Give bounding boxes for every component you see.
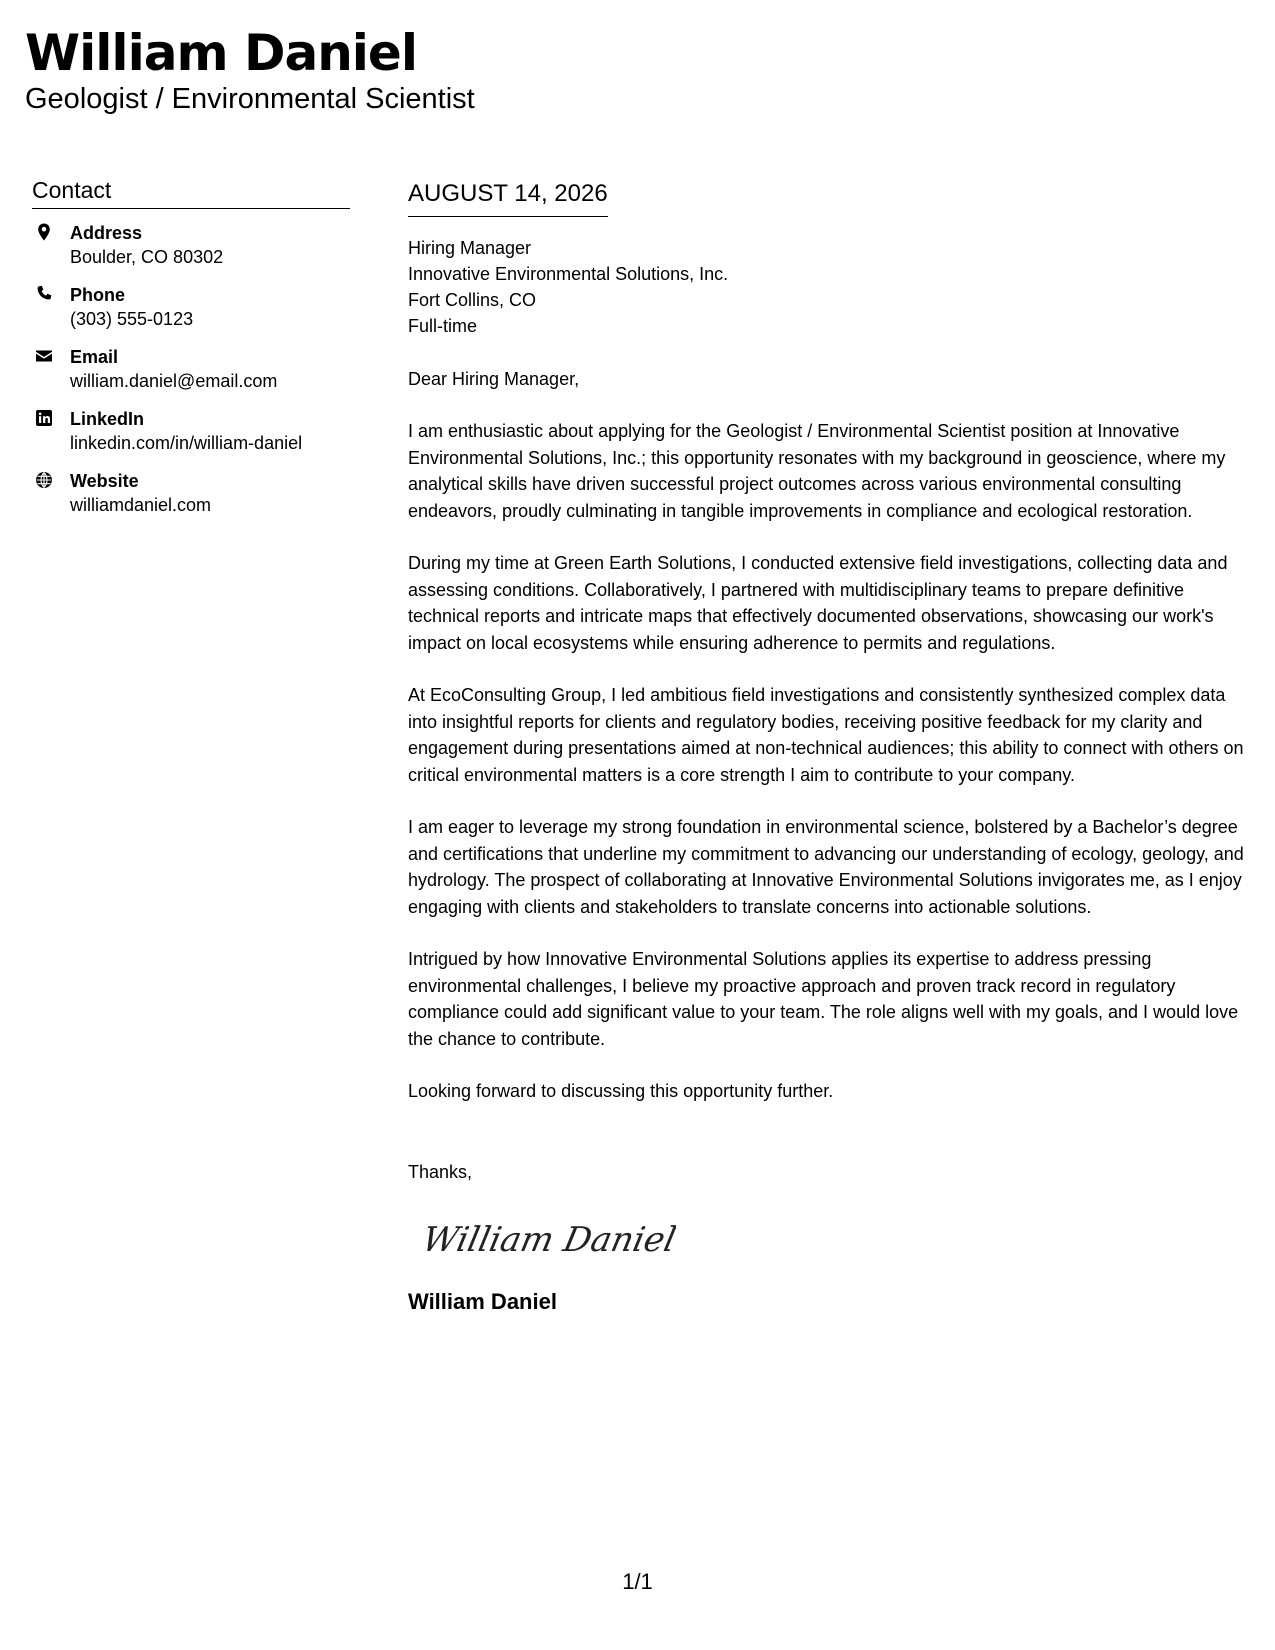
location-pin-icon bbox=[34, 222, 54, 242]
contact-email bbox=[32, 345, 350, 394]
letter-paragraph: I am eager to leverage my strong foundation in environmental science, bolstered by a Bachelor’s degree and certifications that underline my commitment to advancing our understanding of ecology, geology, and hydrology. The prospect of collaborating at Innovative Environmental Solutions invigorates me, as I enjoy engaging with clients and stakeholders to translate concerns into actionable solutions. bbox=[408, 817, 1244, 917]
recipient-line: Full-time bbox=[408, 316, 478, 336]
handwritten-signature bbox=[416, 1207, 676, 1267]
globe-icon bbox=[34, 470, 54, 490]
page-number: 1/1 bbox=[622, 1569, 653, 1594]
salutation: Dear Hiring Manager, bbox=[408, 369, 580, 389]
letter-paragraph: At EcoConsulting Group, I led ambitious field investigations and consistently synthesized complex data into insightful reports for clients and regulatory bodies, receiving positive feedback for my clarity and engagement during presentations aimed at non-technical audiences; this ability to connect with others on critical environmental matters is a core strength I aim to contribute to your company. bbox=[408, 685, 1244, 785]
letter-paragraph: Intrigued by how Innovative Environmental Solutions applies its expertise to address pressing environmental challenges, I believe my proactive approach and proven track record in regulatory compliance could add significant value to your team. The role aligns well with my goals, and I would love the chance to contribute. bbox=[408, 949, 1239, 1049]
contact-email-label: Email bbox=[70, 347, 119, 367]
contact-phone bbox=[32, 283, 350, 332]
applicant-role: Geologist / Environmental Scientist bbox=[25, 83, 475, 115]
closing: Thanks, bbox=[408, 1161, 473, 1182]
applicant-name: William Daniel bbox=[25, 24, 417, 82]
recipient-line: Hiring Manager bbox=[408, 238, 532, 258]
svg-text:William Daniel: William Daniel bbox=[418, 1219, 676, 1260]
contact-sidebar bbox=[32, 175, 350, 531]
contact-linkedin bbox=[32, 407, 350, 456]
recipient-line: Fort Collins, CO bbox=[408, 290, 537, 310]
contact-linkedin-value[interactable]: linkedin.com/in/william-daniel bbox=[70, 433, 303, 453]
letter-paragraph: Looking forward to discussing this opportunity further. bbox=[408, 1081, 834, 1101]
contact-website bbox=[32, 469, 350, 518]
contact-address-value: Boulder, CO 80302 bbox=[70, 247, 224, 267]
letter-date: AUGUST 14, 2026 bbox=[408, 178, 608, 217]
letter-paragraph: During my time at Green Earth Solutions, I conducted extensive field investigations, collecting data and assessing conditions. Collaboratively, I partnered with multidisciplinary teams to prepare definitive technical reports and intricate maps that effectively documented observations, showcasing our work's impact on local ecosystems while ensuring adherence to permits and regulations. bbox=[408, 553, 1228, 653]
linkedin-icon bbox=[34, 408, 54, 428]
contact-address-label: Address bbox=[70, 223, 143, 243]
letter-body bbox=[408, 178, 1248, 1316]
contact-linkedin-label: LinkedIn bbox=[70, 409, 145, 429]
contact-email-value[interactable]: william.daniel@email.com bbox=[70, 371, 278, 391]
recipient-line: Innovative Environmental Solutions, Inc. bbox=[408, 264, 729, 284]
letter-header bbox=[25, 22, 475, 116]
envelope-icon bbox=[34, 346, 54, 366]
contact-list bbox=[32, 221, 350, 518]
letter-paragraph: I am enthusiastic about applying for the Geologist / Environmental Scientist position at Innovative Environmental Solutions, Inc.; this opportunity resonates with my background in geoscience, where my analytical skills have driven successful project outcomes across various environmental consulting endeavors, proudly culminating in tangible improvements in compliance and ecological restoration. bbox=[408, 421, 1226, 521]
contact-website-value[interactable]: williamdaniel.com bbox=[70, 495, 212, 515]
contact-phone-label: Phone bbox=[70, 285, 126, 305]
contact-website-label: Website bbox=[70, 471, 139, 491]
phone-icon bbox=[34, 284, 54, 304]
recipient-block bbox=[408, 235, 1248, 339]
contact-address bbox=[32, 221, 350, 270]
contact-phone-value: (303) 555-0123 bbox=[70, 309, 194, 329]
contact-heading: Contact bbox=[32, 175, 350, 209]
signer-name: William Daniel bbox=[408, 1288, 557, 1314]
